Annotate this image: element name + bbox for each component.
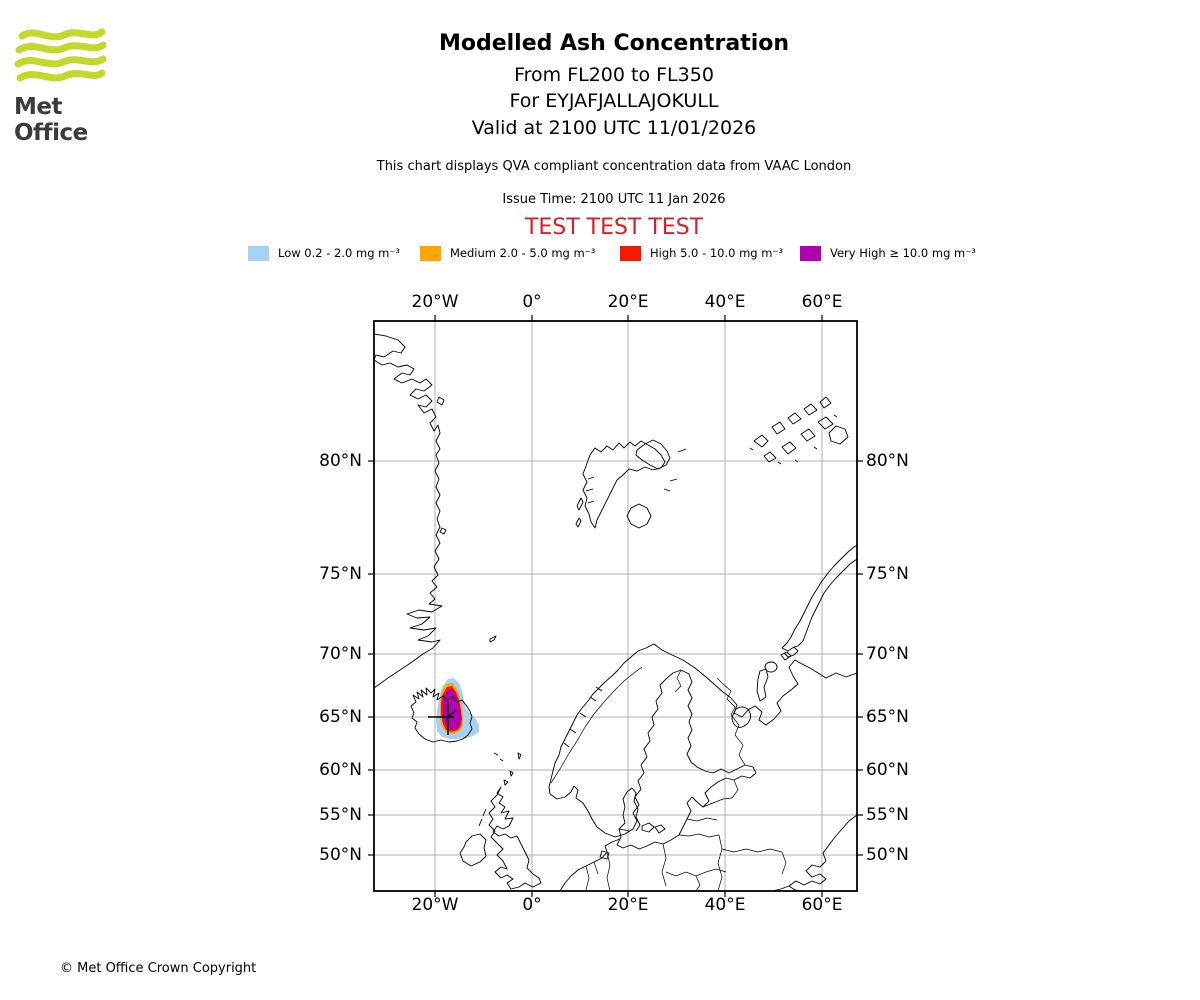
lat-label-left-55n: 55°N <box>319 805 362 825</box>
country-borders <box>551 667 786 891</box>
legend-item-high <box>620 244 783 262</box>
lat-label-left-70n: 70°N <box>319 644 362 664</box>
ash-plume <box>436 678 479 739</box>
legend-label-low: Low 0.2 - 2.0 mg m⁻³ <box>278 246 401 260</box>
lon-label-bottom-60e: 60°E <box>801 895 843 915</box>
lat-label-left-60n: 60°N <box>319 760 362 780</box>
graticule <box>374 321 857 891</box>
legend-swatch-low <box>248 246 269 261</box>
legend-swatch-high <box>620 246 641 261</box>
lat-label-right-80n: 80°N <box>866 451 909 471</box>
legend-swatch-very-high <box>800 246 821 261</box>
legend-swatch-medium <box>420 246 441 261</box>
issue-time: Issue Time: 2100 UTC 11 Jan 2026 <box>502 192 726 207</box>
lon-label-bottom-40e: 40°E <box>704 895 746 915</box>
lat-label-right-65n: 65°N <box>866 707 909 727</box>
lat-label-left-80n: 80°N <box>319 451 362 471</box>
lat-label-right-75n: 75°N <box>866 564 909 584</box>
volcano-name: For EYJAFJALLAJOKULL <box>509 90 719 112</box>
legend-item-low <box>248 244 400 262</box>
lat-label-right-70n: 70°N <box>866 644 909 664</box>
lat-label-right-55n: 55°N <box>866 805 909 825</box>
lon-label-top-20e: 20°E <box>607 292 649 312</box>
lat-label-left-65n: 65°N <box>319 707 362 727</box>
legend-label-medium: Medium 2.0 - 5.0 mg m⁻³ <box>450 246 596 260</box>
valid-time: Valid at 2100 UTC 11/01/2026 <box>471 117 757 139</box>
lon-label-bottom-0: 0° <box>522 895 542 915</box>
lon-label-top-40e: 40°E <box>704 292 746 312</box>
legend-item-very-high <box>800 244 976 262</box>
page-title: Modelled Ash Concentration <box>438 31 790 56</box>
copyright-notice: © Met Office Crown Copyright <box>60 961 257 976</box>
legend-item-medium <box>420 244 595 262</box>
lat-label-right-60n: 60°N <box>866 760 909 780</box>
lat-label-left-75n: 75°N <box>319 564 362 584</box>
lon-label-bottom-20w: 20°W <box>411 895 459 915</box>
legend-label-high: High 5.0 - 10.0 mg m⁻³ <box>650 246 784 260</box>
map-canvas <box>374 321 857 891</box>
met-office-logo-text: Met Office <box>14 94 88 146</box>
lon-label-top-0: 0° <box>522 292 542 312</box>
map-frame <box>374 321 857 891</box>
lon-label-top-20w: 20°W <box>411 292 459 312</box>
lon-label-bottom-20e: 20°E <box>607 895 649 915</box>
lat-label-left-50n: 50°N <box>319 845 362 865</box>
coastlines <box>374 334 857 891</box>
lat-label-right-50n: 50°N <box>866 845 909 865</box>
flight-levels: From FL200 to FL350 <box>514 64 714 86</box>
legend-label-very-high: Very High ≥ 10.0 mg m⁻³ <box>830 246 976 260</box>
compliance-note: This chart displays QVA compliant concentration data from VAAC London <box>376 159 852 174</box>
lon-label-top-60e: 60°E <box>801 292 843 312</box>
test-banner: TEST TEST TEST <box>524 215 704 240</box>
